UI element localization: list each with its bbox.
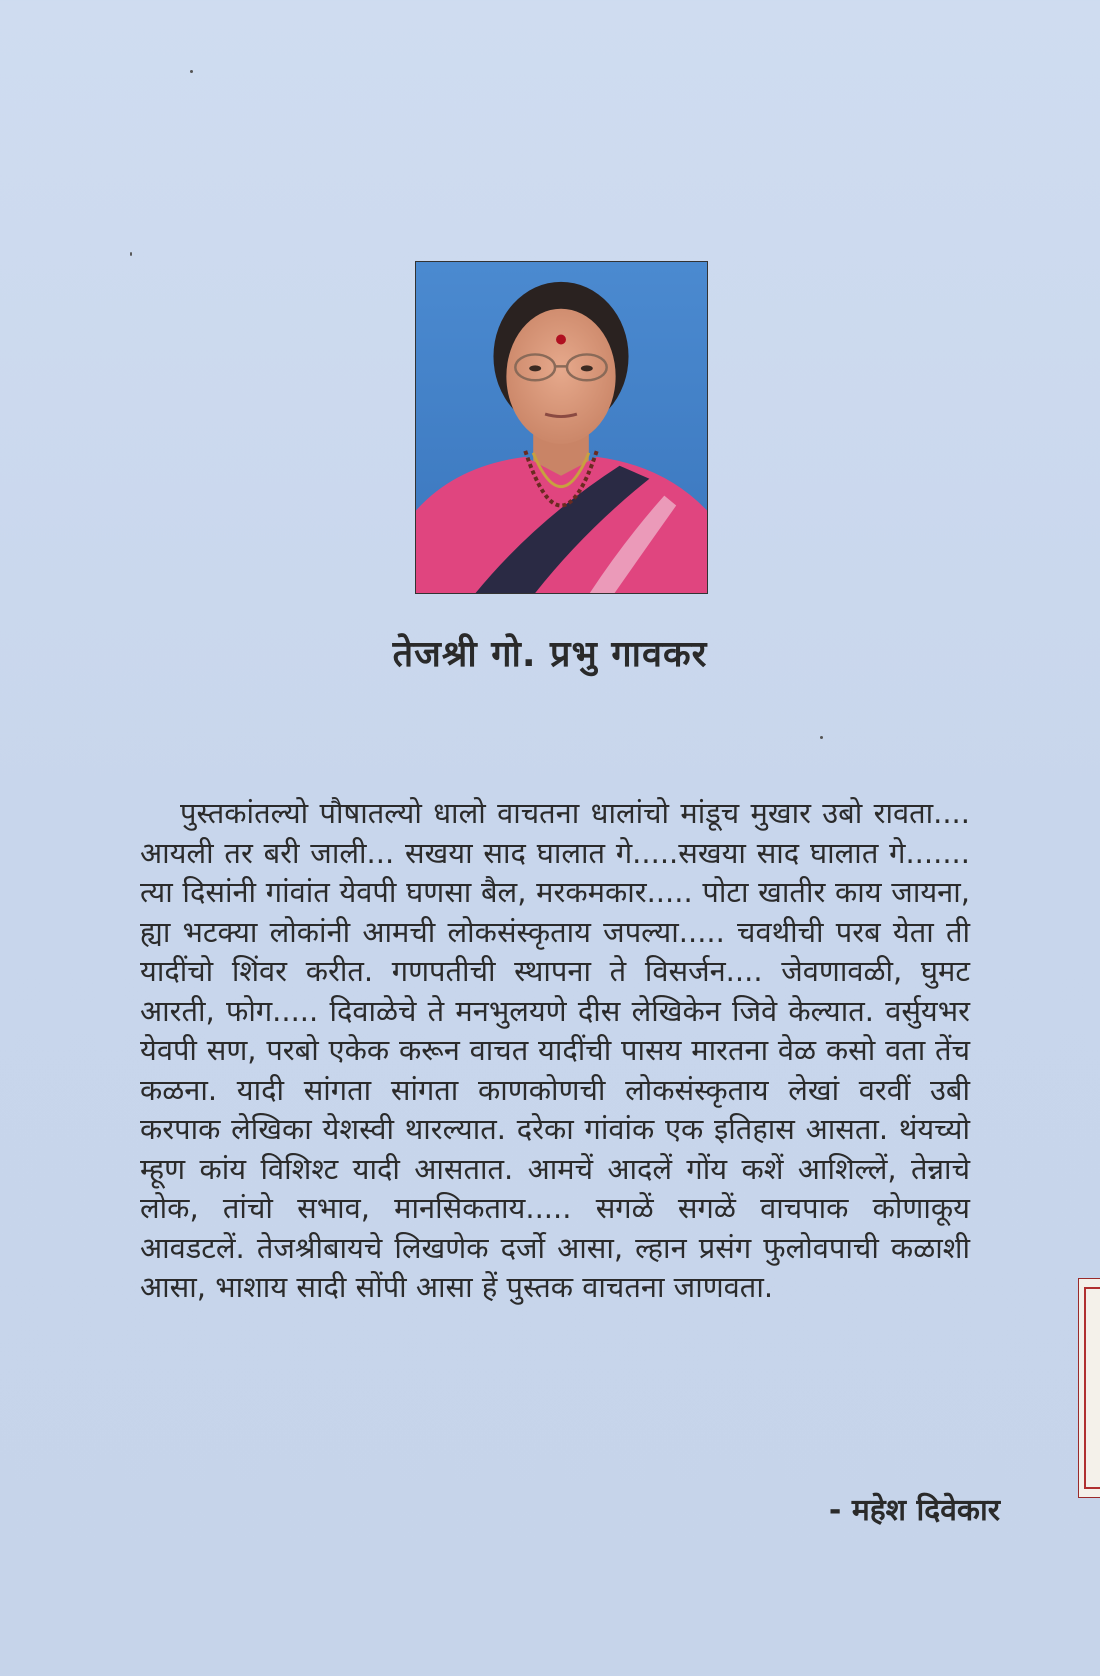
reviewer-signature: - महेश दिवेकार [828, 1493, 1000, 1528]
author-name: तेजश्री गो. प्रभु गावकर [392, 634, 708, 675]
dust-speck [130, 252, 132, 256]
author-photo [415, 261, 708, 594]
dust-speck [190, 70, 193, 73]
author-portrait-image [416, 262, 707, 593]
blurb-paragraph: पुस्तकांतल्यो पौषातल्यो धालो वाचतना धालांचो मांडूच मुखार उबो रावता.... आयली तर बरी जाली... सखया साद घालात गे.....सखया साद घालात गे....... त्या दिसांनी गांवांत येवपी घणसा बैल, मरकमकार..... पोटा खातीर काय जायना, ह्या भटक्या लोकांनी आमची लोकसंस्कृताय जपल्या..... चवथीची परब येता ती यादींचो शिंवर करीत. गणपतीची स्थापना ते विसर्जन.... जेवणावळी, घुमट आरती, फोग..... दिवाळेचे ते मनभुलयणे दीस लेखिकेन जिवे केल्यात. वर्सुयभर येवपी सण, परबो एकेक करून वाचत यादींची पासय मारतना वेळ कसो वता तेंच कळना. यादी सांगता सांगता काणकोणची लोकसंस्कृताय लेखां वरवीं उबी करपाक लेखिका येशस्वी थारल्यात. दरेका गांवांक एक इतिहास आसता. थंयच्यो म्हूण कांय विशिश्ट यादी आसतात. आमचें आदलें गोंय कशें आशिल्लें, तेन्नाचे लोक, तांचो सभाव, मानसिकताय..... सगळें सगळें वाचपाक कोणाकूय आवडटलें. तेजश्रीबायचे लिखणेक दर्जो आसा, ल्हान प्रसंग फुलोवपाची कळाशी आसा, भाशाय सादी सोंपी आसा हें पुस्तक वाचतना जाणवता. [140, 796, 970, 1304]
library-label-sticker [1078, 1278, 1100, 1498]
library-label-border [1084, 1287, 1100, 1489]
dust-speck [820, 736, 823, 739]
